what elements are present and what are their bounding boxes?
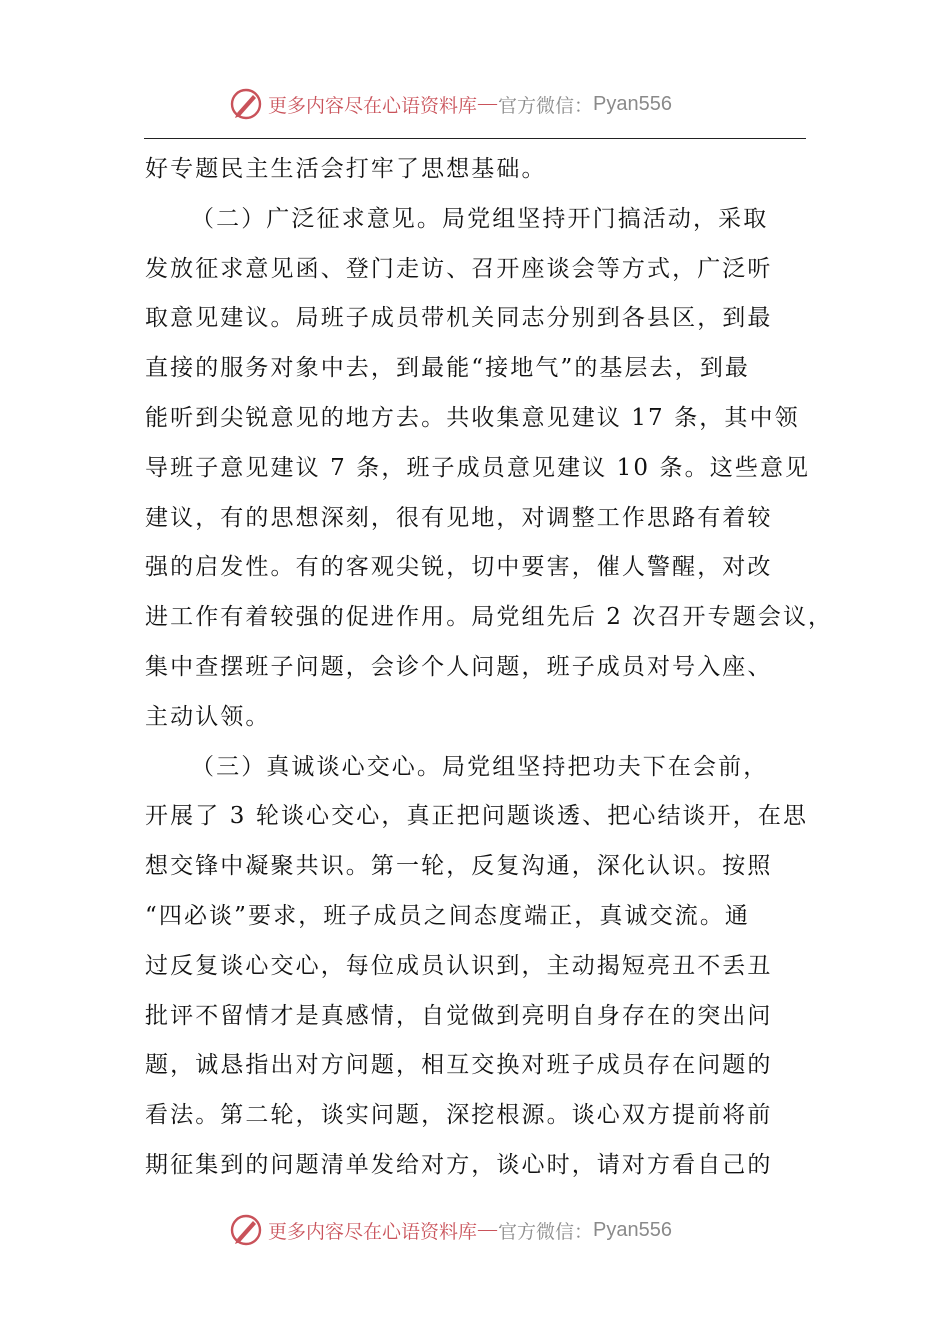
text-line: 能听到尖锐意见的地方去。共收集意见建议 17 条，其中领 xyxy=(145,404,800,431)
banner-contact-id: Pyan556 xyxy=(593,1218,672,1241)
body-text xyxy=(145,145,834,1191)
header-divider xyxy=(144,138,806,139)
text-line: 直接的服务对象中去，到最能“接地气”的基层去，到最 xyxy=(145,355,751,382)
text-line: 导班子意见建议 7 条，班子成员意见建议 10 条。这些意见 xyxy=(145,454,811,481)
banner-contact-label: 官方微信： xyxy=(498,94,594,117)
text-line: 强的启发性。有的客观尖锐，切中要害，催人警醒，对改 xyxy=(145,554,773,581)
banner-site-name: 更多内容尽在心语资料库 xyxy=(268,1220,478,1243)
pen-in-circle-icon xyxy=(228,1212,264,1248)
text-line: 想交锋中凝聚共识。第一轮，反复沟通，深化认识。按照 xyxy=(145,853,773,880)
text-line: 好专题民主生活会打牢了思想基础。 xyxy=(145,156,547,182)
banner-contact-id: Pyan556 xyxy=(593,92,672,115)
text-line: 看法。第二轮，谈实问题，深挖根源。谈心双方提前将前 xyxy=(145,1102,773,1129)
header-banner xyxy=(228,84,672,124)
pen-in-circle-icon xyxy=(228,86,264,122)
text-line: “四必谈”要求，班子成员之间态度端正，真诚交流。通 xyxy=(145,902,751,929)
text-line: 批评不留情才是真感情，自觉做到亮明自身存在的突出问 xyxy=(145,1002,773,1029)
text-line: （三）真诚谈心交心。局党组坚持把功夫下在会前， xyxy=(191,753,769,780)
text-line: 建议，有的思想深刻，很有见地，对调整工作思路有着较 xyxy=(145,504,773,531)
text-line: 期征集到的问题清单发给对方，谈心时，请对方看自己的 xyxy=(145,1151,773,1178)
banner-site-name: 更多内容尽在心语资料库 xyxy=(268,94,478,117)
text-line: （二）广泛征求意见。局党组坚持开门搞活动，采取 xyxy=(191,205,769,232)
text-line: 过反复谈心交心，每位成员认识到，主动揭短亮丑不丢丑 xyxy=(145,952,773,979)
text-line: 进工作有着较强的促进作用。局党组先后 2 次召开专题会议， xyxy=(145,604,834,631)
text-line: 开展了 3 轮谈心交心，真正把问题谈透、把心结谈开，在思 xyxy=(145,803,809,830)
banner-contact-label: 官方微信： xyxy=(498,1220,594,1243)
text-line: 取意见建议。局班子成员带机关同志分别到各县区，到最 xyxy=(145,305,773,332)
text-line: 题，诚恳指出对方问题，相互交换对班子成员存在问题的 xyxy=(145,1052,773,1079)
footer-banner xyxy=(228,1210,672,1250)
banner-dash: — xyxy=(478,93,498,114)
text-line: 集中查摆班子问题，会诊个人问题，班子成员对号入座、 xyxy=(145,653,773,680)
text-line: 发放征求意见函、登门走访、召开座谈会等方式，广泛听 xyxy=(145,255,773,282)
text-line: 主动认领。 xyxy=(145,703,271,730)
banner-dash: — xyxy=(478,1219,498,1240)
